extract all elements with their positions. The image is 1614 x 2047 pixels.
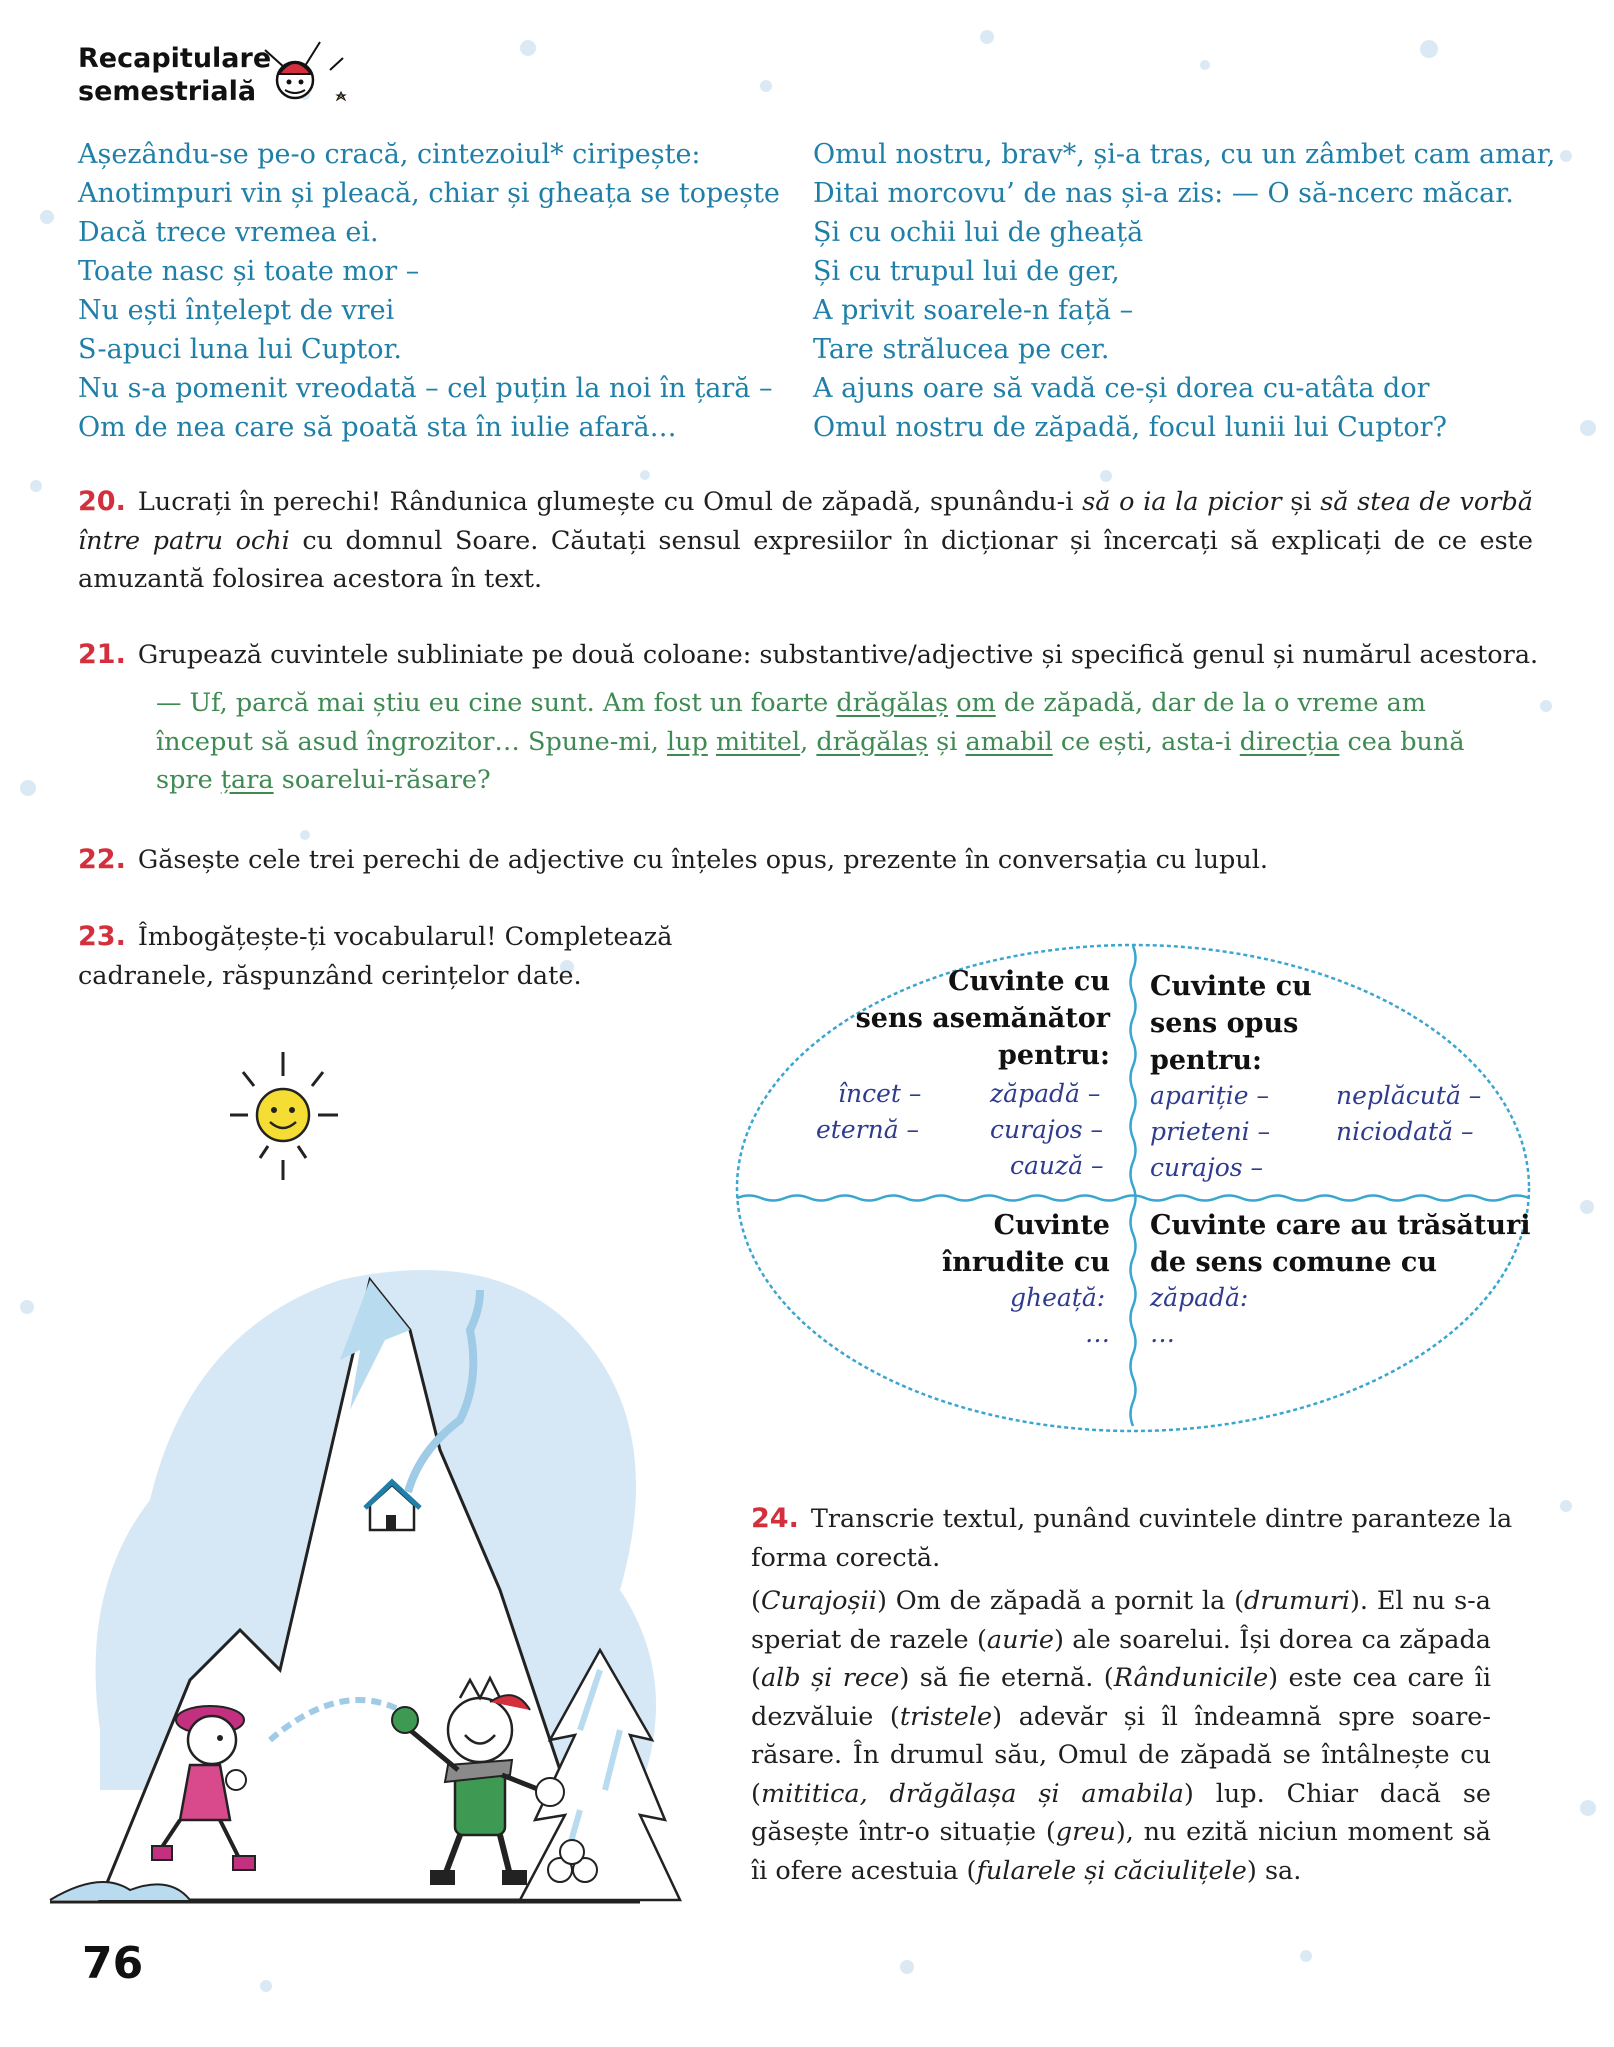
underlined-word: drăgălaș — [816, 726, 929, 757]
underlined-word: amabil — [965, 726, 1053, 757]
poem-line: A ajuns oare să vadă ce-și dorea cu-atâta dor — [813, 373, 1430, 404]
underlined-word: lup — [666, 726, 708, 757]
word-in-parentheses: drumuri — [1244, 1586, 1350, 1616]
quote-text: de zăpadă, dar de la o vreme am început să asud îngrozitor… Spune-mi, — [156, 688, 1426, 757]
poem-line: Nu s-a pomenit vreodată – cel puțin la noi în țară – — [78, 373, 773, 404]
poem-line: Omul nostru, brav*, și-a tras, cu un zâmbet cam amar, — [813, 139, 1556, 170]
quadrant-similar-heading — [800, 963, 1110, 1074]
poem-line: Om de nea care să poată sta în iulie afară… — [78, 412, 677, 443]
exercise-20 — [78, 483, 1533, 599]
quadrant-item: cauză – — [1010, 1151, 1104, 1180]
quadrant-item: zăpadă – — [990, 1079, 1101, 1108]
poem-line: S-apuci luna lui Cuptor. — [78, 334, 403, 365]
word-in-parentheses: aurie — [986, 1624, 1054, 1655]
exercise-21 — [78, 636, 1558, 675]
poem-line: Și cu ochii lui de gheață — [813, 217, 1144, 248]
quote-text: soarelui-răsare? — [273, 765, 491, 795]
heading-line: sens opus — [1150, 1008, 1299, 1039]
underlined-word: direcția — [1239, 726, 1340, 757]
heading-line: Cuvinte — [993, 1210, 1110, 1241]
exercise-text: cu domnul Soare. Căutați sensul expresiilor în dicționar și încercați să explicați de ce este amuzantă folosirea acestora în text. — [78, 525, 1533, 594]
heading-line: pentru: — [1150, 1045, 1262, 1076]
quote-text: ce ești, asta-i — [1052, 726, 1240, 757]
exercise-text: și — [1281, 487, 1321, 517]
header-line-2: semestrială — [78, 76, 257, 107]
page-number: 76 — [82, 1938, 144, 1989]
section-header — [78, 42, 271, 108]
exercise-text: ( — [751, 1586, 761, 1616]
exercise-24-body — [751, 1582, 1491, 1890]
poem-line: Dacă trece vremea ei. — [78, 217, 379, 248]
poem-line: Anotimpuri vin și pleacă, chiar și gheața se topește — [78, 178, 780, 209]
exercise-number: 20. — [78, 486, 126, 517]
poem-line: Toate nasc și toate mor – — [78, 256, 420, 287]
exercise-text: Grupează cuvintele subliniate pe două coloane: substantive/adjective și specifică genul și numărul acestora. — [137, 640, 1539, 670]
word-in-parentheses: mititica, drăgălașa și amabila — [760, 1778, 1184, 1809]
quadrant-item: curajos – — [990, 1115, 1104, 1144]
exercise-number: 22. — [78, 844, 126, 875]
exercise-text: ) adevăr și îl îndeamnă spre soare-răsare. În drumul său, Omul de zăpadă se întâlnește cu ( — [751, 1701, 1491, 1809]
heading-line: pentru: — [998, 1040, 1110, 1071]
quadrant-item: neplăcută – — [1336, 1081, 1482, 1110]
exercise-text: ). El nu s-a speriat de razele ( — [751, 1586, 1491, 1655]
word-in-parentheses: greu — [1055, 1817, 1116, 1847]
underlined-word: drăgălaș — [836, 688, 949, 718]
quadrant-item: apariție – — [1150, 1081, 1270, 1110]
poem-line: Ditai morcovu’ de nas și-a zis: — O să-ncerc măcar. — [813, 178, 1514, 209]
exercise-number: 24. — [751, 1503, 799, 1534]
header-line-1: Recapitulare — [78, 43, 272, 74]
exercise-24 — [751, 1500, 1541, 1577]
quadrant-item: niciodată – — [1336, 1117, 1474, 1146]
quote-text: , — [800, 726, 817, 757]
quadrant-common-heading — [1150, 1207, 1540, 1281]
heading-line: înrudite cu — [942, 1247, 1110, 1278]
poem-line: Omul nostru de zăpadă, focul lunii lui Cuptor? — [813, 412, 1447, 443]
underlined-word: om — [956, 688, 996, 718]
exercise-text: Îmbogățește-ți vocabularul! Completează cadranele, răspunzând cerințelor date. — [78, 922, 673, 991]
exercise-23 — [78, 918, 718, 995]
heading-line: sens asemănător — [855, 1003, 1110, 1034]
exercise-number: 23. — [78, 921, 126, 952]
word-in-parentheses: fularele și căciulițele — [976, 1855, 1247, 1886]
expression-italic: să stea de vorbă între patru ochi — [78, 487, 1533, 556]
quote-text — [708, 727, 716, 757]
quote-text: și — [928, 726, 966, 757]
quadrant-item: prieteni – — [1150, 1117, 1271, 1146]
word-in-parentheses: alb și rece — [760, 1663, 900, 1693]
expression-italic: să o ia la picior — [1082, 487, 1282, 517]
heading-line: de sens comune cu — [1150, 1247, 1437, 1278]
exercise-text: ) Om de zăpadă a pornit la ( — [876, 1586, 1245, 1616]
quadrant-item: eternă – — [816, 1115, 920, 1144]
exercise-text: ) lup. Chiar dacă se găsește într-o situație ( — [751, 1778, 1491, 1847]
quadrant-item: … — [1085, 1319, 1110, 1348]
heading-line: Cuvinte cu — [1150, 971, 1312, 1002]
exercise-text: ) ale soarelui. Își dorea ca zăpada ( — [751, 1624, 1491, 1693]
smiling-sun-icon — [230, 1052, 338, 1180]
word-in-parentheses: Rândunicile — [1113, 1663, 1269, 1693]
exercise-text: Lucrați în perechi! Rândunica glumește cu Omul de zăpadă, spunându-i — [137, 487, 1083, 517]
exercise-21-quote — [156, 684, 1501, 800]
exercise-22 — [78, 841, 1558, 880]
quadrant-item: … — [1150, 1319, 1175, 1348]
quadrant-item: zăpadă: — [1150, 1283, 1249, 1312]
underlined-word: țara — [220, 765, 274, 795]
quote-text: — Uf, parcă mai știu eu cine sunt. Am fost un foarte — [156, 688, 837, 718]
quadrant-item: curajos – — [1150, 1153, 1264, 1182]
quote-text: cea bună spre — [156, 726, 1465, 795]
exercise-text: ) sa. — [1246, 1855, 1302, 1886]
quadrant-opposite-heading — [1150, 968, 1450, 1079]
poem-line: Și cu trupul lui de ger, — [813, 256, 1120, 287]
exercise-text: ) să fie eternă. ( — [899, 1663, 1114, 1693]
poem-line: A privit soarele-n față – — [813, 295, 1134, 326]
quote-text — [948, 688, 956, 718]
underlined-word: mititel — [715, 726, 801, 757]
poem-line: Așezându-se pe-o cracă, cintezoiul* ciripește: — [78, 139, 701, 170]
heading-line: Cuvinte cu — [948, 966, 1110, 997]
quadrant-related-heading — [880, 1207, 1110, 1281]
word-in-parentheses: Curajoșii — [760, 1586, 877, 1616]
quadrant-item: gheață: — [1010, 1283, 1106, 1312]
winter-scene-illustration — [40, 1030, 760, 1930]
poem-right-column — [813, 135, 1555, 447]
exercise-text: ), nu ezită niciun moment să îi ofere acestuia ( — [751, 1817, 1491, 1886]
poem-line: Nu ești înțelept de vrei — [78, 295, 395, 326]
poem-left-column — [78, 135, 780, 447]
mascot-icon — [245, 30, 360, 115]
exercise-text: Găsește cele trei perechi de adjective cu înțeles opus, prezente în conversația cu lupul. — [137, 845, 1269, 875]
exercise-number: 21. — [78, 639, 126, 670]
quadrant-item: încet – — [838, 1079, 922, 1108]
exercise-text: ) este cea care îi dezvăluie ( — [751, 1663, 1491, 1732]
heading-line: Cuvinte care au trăsături — [1150, 1210, 1531, 1241]
word-in-parentheses: tristele — [899, 1701, 993, 1732]
poem-line: Tare strălucea pe cer. — [813, 334, 1110, 365]
exercise-text: Transcrie textul, punând cuvintele dintre paranteze la forma corectă. — [751, 1504, 1513, 1573]
